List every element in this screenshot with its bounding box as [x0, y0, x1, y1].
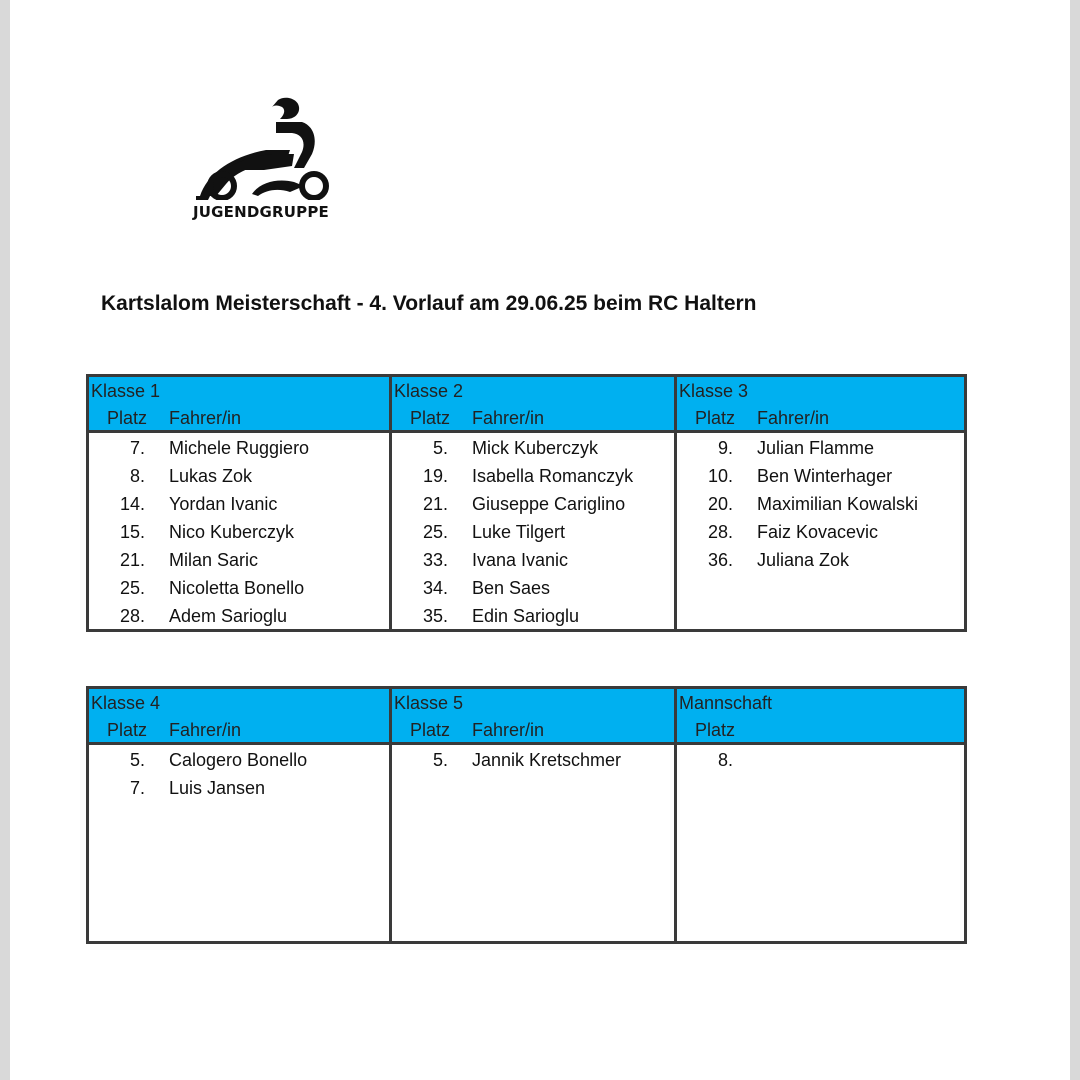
class-header [89, 689, 389, 745]
result-rows [89, 745, 389, 802]
class-column [389, 689, 674, 941]
platz-value: 8. [717, 750, 733, 770]
driver-name: Ivana Ivanic [472, 550, 569, 570]
result-row [392, 434, 674, 462]
driver-name: Edin Sarioglu [472, 606, 580, 626]
driver-name: Adem Sarioglu [169, 606, 288, 626]
platz-value: 25. [422, 522, 448, 542]
results-table-2 [86, 686, 967, 944]
class-header [392, 377, 674, 433]
result-row [677, 546, 964, 574]
fahrer-label: Fahrer/in [169, 408, 242, 428]
platz-value: 5. [432, 438, 448, 458]
platz-value: 28. [119, 606, 145, 626]
platz-value: 21. [422, 494, 448, 514]
platz-value: 15. [119, 522, 145, 542]
result-row [677, 746, 964, 774]
platz-value: 34. [422, 578, 448, 598]
result-rows [677, 433, 964, 574]
result-row [677, 518, 964, 546]
result-row [89, 434, 389, 462]
driver-name: Lukas Zok [169, 466, 253, 486]
team-column [674, 689, 964, 941]
driver-name: Luis Jansen [169, 778, 266, 798]
platz-value: 36. [707, 550, 733, 570]
driver-name: Juliana Zok [757, 550, 850, 570]
platz-value: 5. [432, 750, 448, 770]
result-rows [392, 745, 674, 774]
class-name: Klasse 4 [91, 693, 161, 713]
platz-value: 7. [129, 438, 145, 458]
fahrer-label: Fahrer/in [472, 408, 545, 428]
driver-name: Nicoletta Bonello [169, 578, 305, 598]
driver-name: Giuseppe Cariglino [472, 494, 626, 514]
driver-name: Yordan Ivanic [169, 494, 278, 514]
driver-name: Luke Tilgert [472, 522, 566, 542]
driver-name: Milan Saric [169, 550, 259, 570]
platz-value: 25. [119, 578, 145, 598]
fahrer-label: Fahrer/in [472, 720, 545, 740]
result-rows [89, 433, 389, 630]
result-row [677, 462, 964, 490]
driver-name: Jannik Kretschmer [472, 750, 622, 770]
driver-name: Isabella Romanczyk [472, 466, 634, 486]
class-header [89, 377, 389, 433]
platz-value: 8. [129, 466, 145, 486]
fahrer-label: Fahrer/in [169, 720, 242, 740]
platz-label: Platz [695, 720, 736, 740]
class-name: Klasse 3 [679, 381, 749, 401]
driver-name: Ben Winterhager [757, 466, 893, 486]
result-rows [677, 745, 964, 774]
result-row [392, 546, 674, 574]
result-row [89, 746, 389, 774]
result-row [89, 518, 389, 546]
result-row [392, 574, 674, 602]
driver-name: Michele Ruggiero [169, 438, 310, 458]
platz-value: 28. [707, 522, 733, 542]
class-header [677, 689, 964, 745]
platz-value: 9. [717, 438, 733, 458]
platz-value: 20. [707, 494, 733, 514]
result-row [89, 774, 389, 802]
result-row [89, 574, 389, 602]
logo-text: JUGENDGRUPPE [192, 203, 329, 221]
results-table-1 [86, 374, 967, 632]
class-column [674, 377, 964, 629]
driver-name: Mick Kuberczyk [472, 438, 599, 458]
platz-label: Platz [410, 720, 451, 740]
platz-value: 14. [119, 494, 145, 514]
platz-label: Platz [410, 408, 451, 428]
platz-value: 21. [119, 550, 145, 570]
platz-value: 10. [707, 466, 733, 486]
result-row [89, 462, 389, 490]
class-header [677, 377, 964, 433]
class-header [392, 689, 674, 745]
result-row [392, 746, 674, 774]
class-name: Klasse 5 [394, 693, 464, 713]
result-row [392, 462, 674, 490]
class-name: Klasse 1 [91, 381, 161, 401]
driver-name: Calogero Bonello [169, 750, 308, 770]
driver-name: Nico Kuberczyk [169, 522, 295, 542]
result-row [89, 546, 389, 574]
platz-value: 5. [129, 750, 145, 770]
logo [186, 96, 336, 226]
kart-driver-icon [194, 96, 334, 200]
driver-name: Ben Saes [472, 578, 551, 598]
result-row [89, 490, 389, 518]
fahrer-label: Fahrer/in [757, 408, 830, 428]
result-row [392, 518, 674, 546]
platz-value: 33. [422, 550, 448, 570]
class-column [389, 377, 674, 629]
class-name: Mannschaft [679, 693, 773, 713]
platz-label: Platz [107, 408, 148, 428]
result-row [677, 490, 964, 518]
driver-name: Julian Flamme [757, 438, 875, 458]
platz-value: 19. [422, 466, 448, 486]
class-name: Klasse 2 [394, 381, 464, 401]
platz-label: Platz [695, 408, 736, 428]
result-rows [392, 433, 674, 630]
result-row [392, 490, 674, 518]
platz-label: Platz [107, 720, 148, 740]
result-row [392, 602, 674, 630]
platz-value: 35. [422, 606, 448, 626]
platz-value: 7. [129, 778, 145, 798]
page-title: Kartslalom Meisterschaft - 4. Vorlauf am 29.06.25 beim RC Haltern [101, 292, 757, 315]
driver-name: Maximilian Kowalski [757, 494, 919, 514]
driver-name: Faiz Kovacevic [757, 522, 879, 542]
class-column [89, 377, 389, 629]
result-row [89, 602, 389, 630]
class-column [89, 689, 389, 941]
result-row [677, 434, 964, 462]
